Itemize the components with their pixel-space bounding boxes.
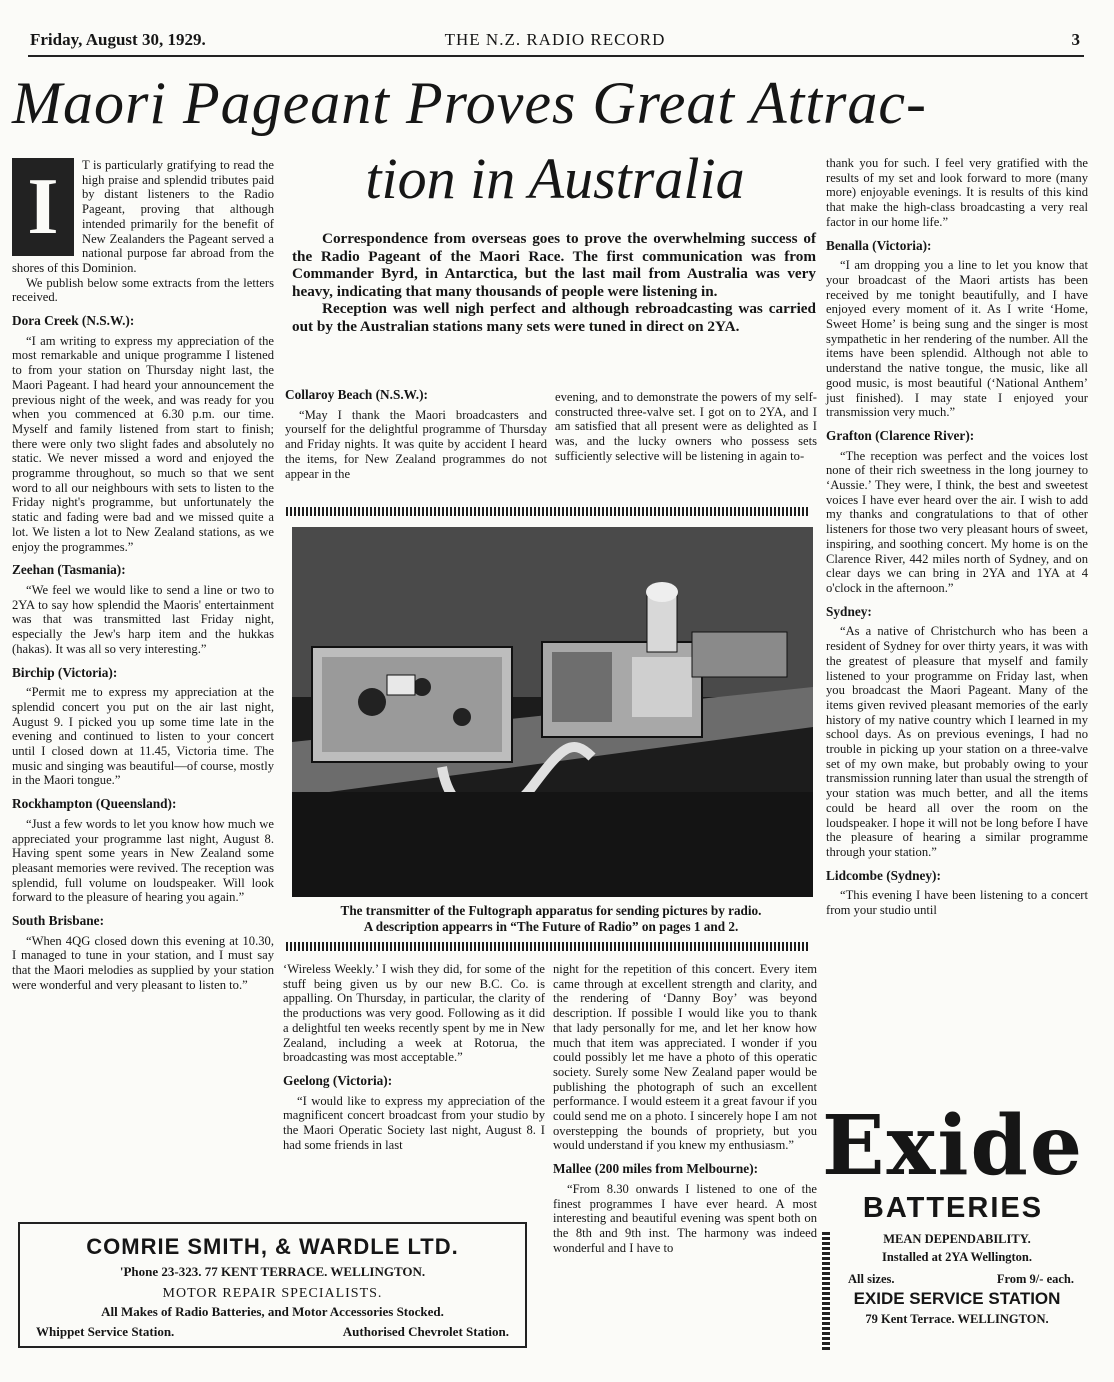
- column-2-lower: [283, 962, 545, 1152]
- letter-text: thank you for such. I feel very gratified with the results of my set and look forward to more (many more) enjoyable evenings. It is results of this kind that make the high-class broadcasting a very real factor in our home life.”: [826, 156, 1088, 229]
- letter-text: “From 8.30 onwards I listened to one of the finest programmes I have ever heard. A most interesting and beautiful evening was spent both on the 8th and 9th inst. The harmony was indeed wonderful and I have to: [553, 1181, 817, 1255]
- exide-slogan: MEAN DEPENDABILITY.: [883, 1232, 1031, 1246]
- ad-company-name: COMRIE SMITH, & WARDLE LTD.: [86, 1234, 459, 1259]
- letter-heading: Grafton (Clarence River):: [826, 427, 975, 443]
- letter-heading: Sydney:: [826, 603, 872, 619]
- exide-price: From 9/- each.: [996, 1272, 1074, 1286]
- page-header: [30, 30, 1080, 52]
- page-number: 3: [1071, 30, 1080, 49]
- lead-paragraph: We publish below some extracts from the letters received.: [12, 275, 274, 305]
- caption-line: A description appearrs in “The Future of Radio” on pages 1 and 2.: [363, 919, 739, 934]
- ad-stock-line: All Makes of Radio Batteries, and Motor Accessories Stocked.: [101, 1304, 444, 1319]
- letter-text: “When 4QG closed down this evening at 10.30, I managed to tune in your station, and I must say that the Maori melodies as supplied by your station were wonderful and very pleasant to listen to.”: [12, 933, 274, 992]
- fultograph-transmitter-image: [292, 527, 813, 897]
- photo-caption: [286, 903, 816, 935]
- ad-whippet: Whippet Service Station.: [36, 1324, 175, 1339]
- exide-address: 79 Kent Terrace. WELLINGTON.: [865, 1312, 1049, 1326]
- letter-heading: Rockhampton (Queensland):: [12, 796, 177, 812]
- ad-address: 'Phone 23-323. 77 KENT TERRACE. WELLINGTON.: [119, 1264, 426, 1279]
- letter-heading: Zeehan (Tasmania):: [12, 562, 126, 578]
- column-1: [12, 158, 274, 993]
- headline-line1: Maori Pageant Proves Great Attrac-: [12, 70, 927, 136]
- comrie-smith-advertisement: [18, 1222, 527, 1348]
- masthead: THE N.Z. RADIO RECORD: [444, 30, 666, 49]
- letter-heading: Benalla (Victoria):: [826, 237, 932, 253]
- drop-cap: I: [12, 158, 74, 256]
- lead-paragraph: T is particularly gratifying to read the high praise and splendid tributes paid by distant listeners to the Radio Pageant, proving that although intended primarily for the benefit of New Zealanders the Pageant served a national purpose far abroad from the shores of this Dominion.: [12, 158, 274, 275]
- ad-border-bar: [822, 1232, 830, 1350]
- intro-paragraph: Reception was well nigh perfect and although rebroadcasting was carried out by the Australian stations many sets were tuned in direct on 2YA.: [292, 300, 816, 335]
- letter-text: “Permit me to express my appreciation at the splendid concert you put on the air last night, August 9. I picked you up some time late in the evening and continued to listen to your concert until I closed down at 11.45, Victoria time. The music and singing was beautiful—of course, mostly in the Maori tongue.”: [12, 685, 274, 788]
- letter-text: “This evening I have been listening to a concert from your studio until: [826, 888, 1088, 918]
- column-4: [826, 156, 1088, 918]
- ad-chevrolet: Authorised Chevrolet Station.: [342, 1324, 509, 1339]
- column-3-lower: [553, 962, 817, 1255]
- header-rule: [28, 55, 1084, 57]
- letter-text: “I would like to express my appreciation of the magnificent concert broadcast from your studio by the Maori Operatic Society last night, August 8. I had some friends in last: [283, 1093, 545, 1152]
- letter-heading: Lidcombe (Sydney):: [826, 867, 941, 883]
- letter-heading: Geelong (Victoria):: [283, 1072, 393, 1088]
- article-intro: [292, 230, 816, 335]
- column-2-upper: [285, 388, 547, 481]
- letter-heading: South Brisbane:: [12, 913, 104, 929]
- exide-product: BATTERIES: [862, 1192, 1044, 1224]
- caption-line: The transmitter of the Fultograph apparatus for sending pictures by radio.: [340, 903, 762, 918]
- letter-text: “Just a few words to let you know how much we appreciated your programme last night, August 8. Having spent some years in New Zealand some pleasant memories were revived. The reception was splendid, full volume on loudspeaker. Will look forward to the pleasure of hearing you again.”: [12, 816, 274, 905]
- letter-text: “As a native of Christchurch who has been a resident of Sydney for over thirty years, it was with the greatest of pleasure that myself and family listened to your programme on Friday last, when you broadcast the Maori Pageant. Many of the items given revived pleasant memories of the early history of my native country which I learned in my school days. As on previous evenings, I had no trouble in picking up your station on a three-valve set of my own make, but probably owing to your transmission running later than usual the strength of your station was much better, and all the items could be heard all over the room on the loudspeaker. I hope it will not be long before I have the pleasure of hearing a similar programme through your station.”: [826, 624, 1088, 859]
- column-3-upper: [555, 390, 817, 464]
- dash-rule: [286, 507, 810, 516]
- dash-rule: [286, 942, 810, 951]
- letter-text: night for the repetition of this concert. Every item came through at excellent strength and clarity, and the rendering of ‘Danny Boy’ was beyond description. If possible I would like you to thank that lady personally for me, and let her know how much that item was appreciated. I wonder if you could possibly let me have a photo of this operatic society. Surely some New Zealand paper would be publishing the photograph of such an excellent performance. I would esteem it a great favour if you could send me on a photo. I sincerely hope I am not overstepping the bounds of propriety, but you would understand if you knew my enthusiasm.”: [553, 962, 817, 1153]
- letter-text: “We feel we would like to send a line or two to 2YA to say how splendid the Maoris' entertainment was that was transmitted last Friday night, especially the Jew's harp item and the hukkas (hakas). It was all so very interesting.”: [12, 582, 274, 656]
- ad-specialty: MOTOR REPAIR SPECIALISTS.: [162, 1286, 383, 1301]
- headline-line2: tion in Australia: [365, 146, 745, 211]
- exide-sizes: All sizes.: [848, 1272, 895, 1286]
- issue-date: Friday, August 30, 1929.: [30, 30, 206, 49]
- intro-paragraph: Correspondence from overseas goes to prove the overwhelming success of the Radio Pageant of the Maori Race. The first communication was from Commander Byrd, in Antarctica, but the last mail from Australia was very heavy, indicating that many thousands of people were listening in.: [292, 230, 816, 300]
- letter-heading: Birchip (Victoria):: [12, 664, 118, 680]
- letter-text: ‘Wireless Weekly.’ I wish they did, for some of the stuff being given us by our new B.C. Co. is appalling. On Thursday, in particular, the clarity of the productions was very good. Following as it did a delightful ten weeks recently spent by me in New Zealand, including a week at Rotorua, the broadcasting was most acceptable.”: [283, 962, 545, 1065]
- letter-text: “May I thank the Maori broadcasters and yourself for the delightful programme of Thursday and Friday nights. It was quite by accident I heard the items, for New Zealand programmes do not appear in the: [285, 407, 547, 481]
- exide-installed: Installed at 2YA Wellington.: [881, 1250, 1033, 1264]
- letter-text: evening, and to demonstrate the powers of my self-constructed three-valve set. I got on to 2YA, and I am satisfied that all present were as delighted as I was, and the lucky owners who possess sets sufficiently selective will be listening in again to-: [555, 390, 817, 463]
- letter-text: “I am writing to express my appreciation of the most remarkable and unique programme I listened to from your station on Thursday night last, the Maori Pageant. I had heard your announcement the previous night of the week, and was ready for you when you commenced at 6.30 p.m. our time. Myself and family listened from start to finish; there were only two slight fades and absolutely no static. We never missed a word and enjoyed the programme throughout, so much so that we sent word to all our neighbours with sets to listen to the Friday night's programme, but unfortunately the static and fading were bad and we missed quite a lot. We listen a lot to New Zealand stations, as we enjoy the programmes.”: [12, 333, 274, 554]
- exide-station: EXIDE SERVICE STATION: [853, 1289, 1061, 1308]
- letter-heading: Collaroy Beach (N.S.W.):: [285, 387, 428, 402]
- letter-text: “The reception was perfect and the voices lost none of their rich sweetness in the long journey to ‘Aussie.’ They were, I think, the best and sweetest voices I have ever heard over the air. I wish to add my thanks and congratulations to that of other listeners for those two very pleasant hours of sweet, inspiring, and soothing concert. My home is on the Clarence River, 442 miles north of Sydney, and on clear days we can bring in 2YA and 1YA at 4 o'clock in the afternoon.”: [826, 448, 1088, 595]
- letter-heading: Dora Creek (N.S.W.):: [12, 313, 135, 329]
- letter-heading: Mallee (200 miles from Melbourne):: [553, 1161, 759, 1177]
- transmitter-photo: [292, 527, 813, 897]
- letter-text: “I am dropping you a line to let you know that your broadcast of the Maori artists has been received by me tonight beautifully, and I have enjoyed every moment of it. As I write ‘Home, Sweet Home’ is being sung and the singer is most sympathetic in her rendering of the number. All the items have been splendid. Although not able to understand the native tongue, the music, like all good music, is most beautiful (‘National Anthem’ just finished). I may state I enjoyed your transmission very much.”: [826, 258, 1088, 420]
- exide-advertisement: [822, 1100, 1084, 1350]
- exide-logo: Exide: [822, 1098, 1085, 1194]
